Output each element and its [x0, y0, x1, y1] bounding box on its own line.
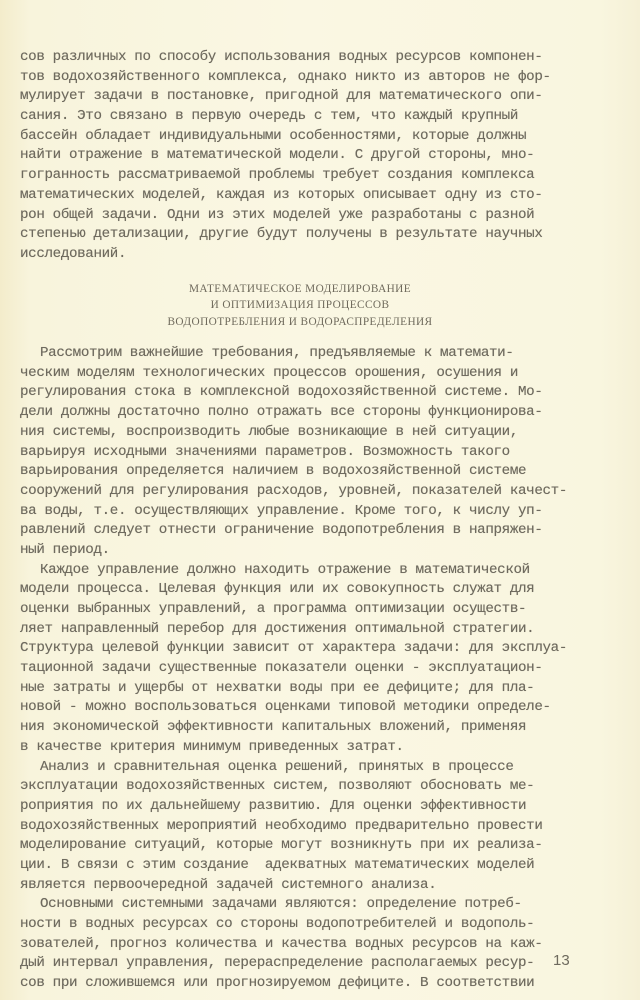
text-line: оценки выбранных управлений, а программа оптимизации осуществ- [20, 601, 527, 617]
text-line: математических моделей, каждая из которых описывает одну из сто- [20, 186, 543, 203]
text-line: ности в водных ресурсах со стороны водопотребителей и водополь- [20, 916, 535, 932]
text-line: ный период. [20, 541, 110, 558]
text-line: сания. Это связано в первую очередь с тем, что каждый крупный [20, 108, 518, 125]
paragraph-system-tasks [20, 895, 580, 993]
text-line: дый интервал управления, перераспределение располагаемых ресур- [20, 955, 535, 972]
text-line: водохозяйственных мероприятий необходимо предварительно провести [20, 817, 543, 834]
text-line: Каждое управление должно находить отражение в математической [40, 561, 530, 578]
text-line: бассейн обладает индивидуальными особенностями, которые должны [20, 127, 527, 144]
page-number: 13 [553, 952, 570, 969]
paragraph-analysis [20, 758, 580, 896]
text-line: Рассмотрим важнейшие требования, предъявляемые к математи- [40, 345, 514, 362]
paragraph-control [20, 561, 580, 758]
text-line: сов различных по способу использования водных ресурсов компонен- [20, 49, 543, 65]
text-line: гогранность рассматриваемой проблемы требует создания комплекса [20, 167, 535, 184]
text-line: сооружений для регулирования расходов, уровней, показателей качест- [20, 482, 567, 499]
intro-paragraph [20, 48, 580, 265]
text-line: мулирует задачи в постановке, пригодной для математического опи- [20, 88, 543, 105]
section-heading [20, 281, 580, 331]
text-line: регулирования стока в комплексной водохозяйственной системе. Мо- [20, 384, 543, 401]
text-line: новой - можно воспользоваться оценками типовой методики определе- [20, 699, 551, 716]
text-line: ции. В связи с этим создание адекватных математических моделей [20, 856, 535, 873]
text-line: Структура целевой функции зависит от характера задачи: для эксплуа- [20, 640, 567, 657]
text-line: зователей, прогноз количества и качества водных ресурсов на каж- [20, 935, 543, 952]
paragraph-requirements [20, 344, 580, 561]
text-line: варьируя исходными значениями параметров. Возможность такого [20, 443, 510, 460]
text-line: моделирование ситуаций, которые могут возникнуть при их реализа- [20, 837, 543, 854]
text-line: дели должны достаточно полно отражать все стороны функционирова- [20, 404, 543, 421]
text-line: Анализ и сравнительная оценка решений, принятых в процессе [40, 758, 514, 775]
document-page [20, 48, 580, 994]
text-line: ния системы, воспроизводить любые возникающие в ней ситуации, [20, 423, 518, 440]
text-line: ческим моделям технологических процессов орошения, осушения и [20, 364, 518, 381]
text-line: степенью детализации, другие будут получены в результате научных [20, 226, 543, 243]
text-line: эксплуатации водохозяйственных систем, позволяют обосновать ме- [20, 778, 535, 795]
section-heading-line: ВОДОПОТРЕБЛЕНИЯ И ВОДОРАСПРЕДЕЛЕНИЯ [167, 315, 433, 328]
text-line: является первоочередной задачей системного анализа. [20, 876, 437, 893]
text-line: тационной задачи существенные показатели оценки - эксплуатацион- [20, 660, 543, 677]
text-line: в качестве критерия минимум приведенных затрат. [20, 738, 404, 755]
text-line: рон общей задачи. Одни из этих моделей уже разработаны с разной [20, 206, 535, 223]
section-heading-line: И ОПТИМИЗАЦИЯ ПРОЦЕССОВ [210, 299, 390, 312]
text-line: тов водохозяйственного комплекса, однако никто из авторов не фор- [20, 68, 551, 85]
text-line: роприятия по их дальнейшему развитию. Для оценки эффективности [20, 797, 527, 814]
text-line: найти отражение в математической модели. С другой стороны, мно- [20, 147, 535, 164]
section-heading-line: МАТЕМАТИЧЕСКОЕ МОДЕЛИРОВАНИЕ [188, 282, 412, 295]
text-line: варьирования определяется наличием в водохозяйственной системе [20, 463, 527, 480]
text-line: сов при сложившемся или прогнозируемом дефиците. В соответствии [20, 975, 535, 992]
text-line: равлений следует отнести ограничение водопотребления в напряжен- [20, 522, 543, 539]
text-line: ляет направленный перебор для достижения оптимальной стратегии. [20, 620, 535, 637]
text-line: ва воды, т.е. осуществляющих управление. Кроме того, к числу уп- [20, 502, 543, 519]
text-line: ния экономической эффективности капитальных вложений, применяя [20, 719, 527, 736]
text-line: ные затраты и ущербы от нехватки воды при ее дефиците; для пла- [20, 679, 535, 696]
text-line: модели процесса. Целевая функция или их совокупность служат для [20, 581, 535, 598]
text-line: исследований. [20, 245, 127, 262]
text-line: Основными системными задачами являются: определение потреб- [40, 896, 522, 913]
